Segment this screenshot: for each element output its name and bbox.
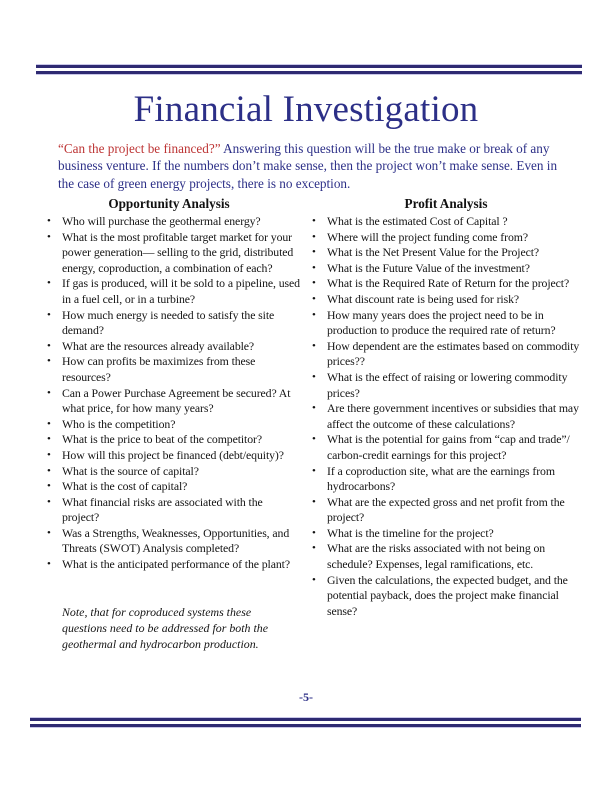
question-text: How many years does the project need to be in production to produce the required rate of return? (327, 307, 556, 338)
bottom-double-rule (30, 717, 581, 728)
page-number: -5- (299, 690, 313, 704)
question-item (36, 308, 302, 339)
question-text: How dependent are the estimates based on commodity prices?? (327, 338, 580, 369)
bullet-icon: • (47, 464, 51, 477)
question-item (310, 308, 582, 339)
bullet-icon: • (312, 573, 316, 586)
question-text: What is the most profitable target market for your power generation— selling to the grid, distributed energy, coproduction, a combination of each? (62, 229, 294, 275)
question-item (310, 261, 582, 277)
question-text: Where will the project funding come from? (327, 229, 528, 244)
question-text: What is the estimated Cost of Capital ? (327, 214, 508, 228)
bullet-icon: • (312, 526, 316, 539)
question-text: Given the calculations, the expected budget, and the potential payback, does the project make financial sense? (327, 572, 568, 618)
bullet-icon: • (312, 215, 316, 227)
question-item (36, 495, 302, 526)
two-column-layout (36, 196, 582, 652)
bullet-icon: • (312, 433, 316, 446)
question-text: What is the potential for gains from “cap and trade”/ carbon-credit earnings for this project? (327, 432, 570, 462)
question-item (310, 573, 582, 620)
question-item (310, 495, 582, 526)
question-text: Are there government incentives or subsidies that may affect the outcome of these calculations? (327, 401, 579, 431)
question-item (310, 276, 582, 292)
question-item (36, 276, 302, 307)
question-item (36, 417, 302, 433)
question-item (36, 386, 302, 417)
bullet-icon: • (312, 230, 316, 243)
question-text: Who is the competition? (62, 416, 176, 431)
question-text: How will this project be financed (debt/equity)? (62, 447, 284, 462)
bullet-icon: • (312, 542, 316, 555)
question-item (36, 448, 302, 464)
bullet-icon: • (47, 526, 51, 539)
question-item (36, 214, 302, 230)
bullet-icon: • (312, 495, 316, 508)
question-text: What is the Required Rate of Return for the project? (327, 276, 570, 291)
bullet-icon: • (47, 355, 51, 368)
question-item (310, 401, 582, 432)
question-text: What are the expected gross and net profit from the project? (327, 494, 565, 525)
question-item (36, 479, 302, 495)
opportunity-question-list (36, 214, 302, 573)
question-text: What is the source of capital? (62, 463, 199, 478)
question-item (310, 214, 582, 230)
question-text: What is the timeline for the project? (327, 525, 494, 540)
opportunity-analysis-column (36, 196, 302, 652)
question-text: What is the Future Value of the investment? (327, 260, 530, 275)
bullet-icon: • (312, 292, 316, 305)
question-text: If a coproduction site, what are the earnings from hydrocarbons? (327, 463, 555, 494)
question-text: How much energy is needed to satisfy the site demand? (62, 307, 275, 338)
question-item (310, 432, 582, 463)
question-item (36, 526, 302, 557)
opportunity-analysis-heading: Opportunity Analysis (108, 196, 230, 211)
bullet-icon: • (312, 370, 316, 383)
question-text: What is the Net Present Value for the Project? (327, 245, 540, 260)
question-text: What discount rate is being used for risk? (327, 291, 520, 306)
question-item (36, 432, 302, 448)
question-item (36, 464, 302, 480)
bullet-icon: • (47, 495, 51, 508)
coproduction-note: Note, that for coproduced systems these questions need to be addressed for both the geothermal and hydrocarbon production. (62, 604, 268, 651)
profit-analysis-column (310, 196, 582, 652)
question-item (310, 339, 582, 370)
question-text: Can a Power Purchase Agreement be secured? At what price, for how many years? (62, 385, 291, 416)
bullet-icon: • (47, 448, 51, 461)
bullet-icon: • (47, 215, 51, 227)
bullet-icon: • (47, 277, 51, 290)
question-item (310, 370, 582, 401)
question-text: How can profits be maximizes from these resources? (62, 354, 256, 384)
question-item (36, 230, 302, 277)
question-item (36, 557, 302, 573)
bullet-icon: • (312, 308, 316, 321)
bullet-icon: • (312, 261, 316, 274)
question-item (310, 245, 582, 261)
bullet-icon: • (312, 246, 316, 259)
bullet-icon: • (47, 417, 51, 430)
question-item (36, 339, 302, 355)
question-item (310, 292, 582, 308)
question-text: Who will purchase the geothermal energy? (62, 214, 261, 228)
bullet-icon: • (312, 277, 316, 290)
bullet-icon: • (47, 558, 51, 571)
bullet-icon: • (312, 464, 316, 477)
question-text: What is the cost of capital? (62, 479, 188, 494)
question-text: What are the resources already available? (62, 338, 255, 353)
question-text: What is the price to beat of the competitor? (62, 432, 263, 447)
profit-question-list (310, 214, 582, 619)
page-title: Financial Investigation (133, 89, 479, 130)
profit-analysis-heading: Profit Analysis (404, 196, 488, 211)
question-item (310, 464, 582, 495)
bullet-icon: • (47, 480, 51, 493)
question-text: Was a Strengths, Weaknesses, Opportunities, and Threats (SWOT) Analysis completed? (62, 525, 290, 556)
question-text: What financial risks are associated with the project? (62, 494, 263, 525)
bullet-icon: • (47, 433, 51, 446)
bullet-icon: • (312, 402, 316, 415)
intro-body-text: Answering this question will be the true make or break of any business venture. If the numbers don’t make sense, then the project won’t make sense. Even in the case of green energy projects, there is no exception. (58, 141, 558, 191)
bullet-icon: • (47, 308, 51, 321)
bullet-icon: • (312, 339, 316, 352)
intro-question-text: “Can the project be financed?” (58, 141, 221, 156)
question-text: What is the effect of raising or lowering commodity prices? (327, 369, 568, 400)
question-text: What are the risks associated with not being on schedule? Expenses, legal ramifications, etc. (327, 541, 546, 572)
top-double-rule (36, 64, 582, 75)
intro-paragraph (58, 140, 567, 192)
question-text: If gas is produced, will it be sold to a pipeline, used in a fuel cell, or in a turbine? (62, 276, 300, 306)
bullet-icon: • (47, 386, 51, 399)
question-item (310, 541, 582, 572)
question-text: What is the anticipated performance of the plant? (62, 557, 290, 572)
bullet-icon: • (47, 230, 51, 243)
question-item (310, 526, 582, 542)
bullet-icon: • (47, 339, 51, 352)
question-item (36, 354, 302, 385)
question-item (310, 230, 582, 246)
